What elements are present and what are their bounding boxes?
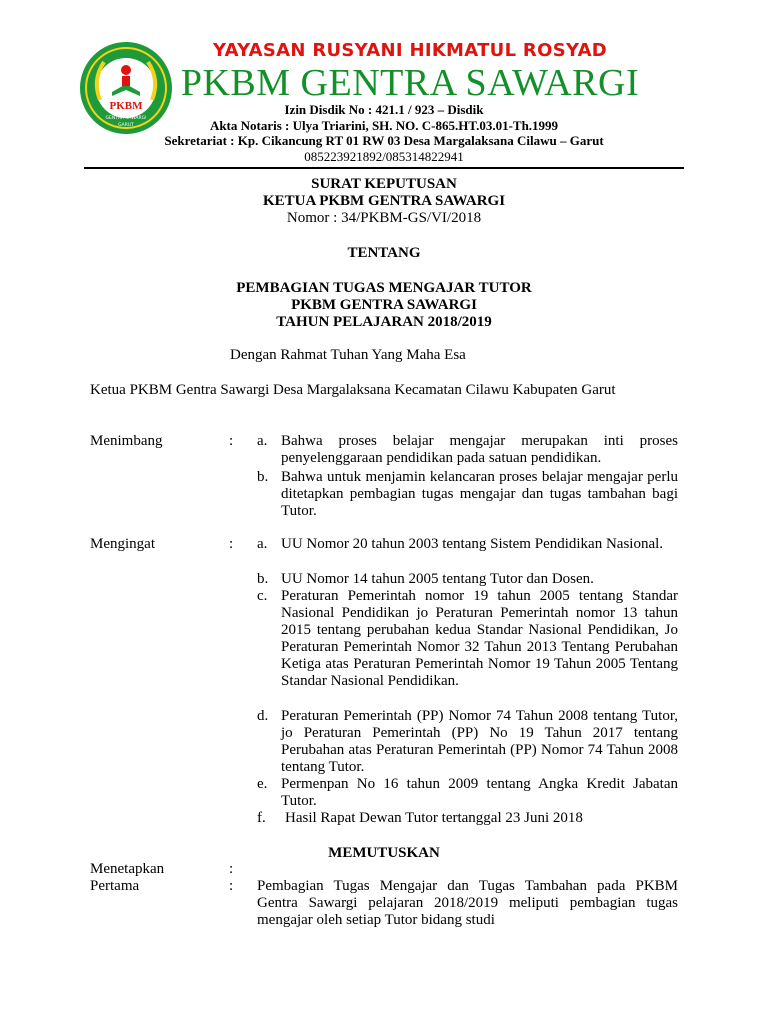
notary-line: Akta Notaris : Ulya Triarini, SH. NO. C-865.HT.03.01-Th.1999 [209, 118, 559, 133]
mengingat-letter: c. [257, 588, 268, 604]
subject-line-2: PKBM GENTRA SAWARGI [291, 297, 477, 313]
menimbang-letter: a. [257, 433, 268, 449]
menetapkan-label: Menetapkan [90, 861, 165, 877]
doc-type: SURAT KEPUTUSAN [311, 176, 457, 192]
menimbang-letter: b. [257, 469, 269, 485]
pertama-label: Pertama [90, 878, 140, 894]
menimbang-item: Bahwa untuk menjamin kelancaran proses belajar mengajar perlu ditetapkan pembagian tugas mengajar dan tugas tambahan bagi Tutor. [281, 469, 678, 519]
logo-text: PKBM [109, 100, 143, 112]
subject-line-3: TAHUN PELAJARAN 2018/2019 [276, 314, 492, 330]
pertama-colon: : [229, 878, 234, 894]
mengingat-letter: f. [257, 810, 266, 826]
header-divider [84, 167, 684, 169]
logo-place: GARUT [118, 123, 134, 128]
menimbang-colon: : [229, 433, 234, 449]
doc-number: Nomor : 34/PKBM-GS/VI/2018 [286, 210, 482, 226]
subject-line-1: PEMBAGIAN TUGAS MENGAJAR TUTOR [236, 280, 532, 296]
mengingat-letter: d. [257, 708, 269, 724]
mengingat-item: UU Nomor 20 tahun 2003 tentang Sistem Pendidikan Nasional. [281, 536, 664, 552]
intro-paragraph: Ketua PKBM Gentra Sawargi Desa Margalaksana Kecamatan Cilawu Kabupaten Garut [90, 382, 616, 398]
mengingat-colon: : [229, 536, 234, 552]
foundation-name: YAYASAN RUSYANI HIKMATUL ROSYAD [212, 40, 608, 61]
doc-issuer: KETUA PKBM GENTRA SAWARGI [262, 193, 506, 209]
mengingat-letter: e. [257, 776, 268, 792]
about-heading: TENTANG [347, 245, 421, 261]
mengingat-item: Hasil Rapat Dewan Tutor tertanggal 23 Juni 2018 [285, 810, 583, 826]
permit-line: Izin Disdik No : 421.1 / 923 – Disdik [284, 102, 484, 117]
pertama-text: Pembagian Tugas Mengajar dan Tugas Tambahan pada PKBM Gentra Sawargi pelajaran 2018/2019 meliputi pembagian tugas mengajar oleh setiap Tutor bidang studi [257, 878, 678, 928]
mengingat-item: Peraturan Pemerintah nomor 19 tahun 2005 tentang Standar Nasional Pendidikan jo Peraturan Pemerintah nomor 13 tahun 2015 tentang perubahan kedua Standar Nasional Pendidikan, Jo Peraturan Pemerintah Nomor 32 Tahun 2013 Tentang Perubahan Ketiga atas Peraturan Pemerintah Nomor 19 Tahun 2005 Tentang Standar Nasional Pendidikan. [281, 588, 678, 689]
mengingat-item: Peraturan Pemerintah (PP) Nomor 74 Tahun 2008 tentang Tutor, jo Peraturan Pemerintah (PP) No 19 Tahun 2017 tentang Perubahan atas Peraturan Pemerintah (PP) Nomor 74 Tahun 2008 tentang Tutor. [281, 708, 678, 775]
mengingat-letter: b. [257, 571, 269, 587]
organization-name: PKBM GENTRA SAWARGI [180, 62, 640, 104]
decision-heading: MEMUTUSKAN [328, 845, 440, 861]
secretariat-line: Sekretariat : Kp. Cikancung RT 01 RW 03 Desa Margalaksana Cilawu – Garut [164, 133, 604, 148]
menimbang-label: Menimbang [90, 433, 163, 449]
mengingat-item: UU Nomor 14 tahun 2005 tentang Tutor dan Dosen. [281, 571, 594, 587]
mengingat-item: Permenpan No 16 tahun 2009 tentang Angka Kredit Jabatan Tutor. [281, 776, 678, 809]
menetapkan-colon: : [229, 861, 234, 877]
blessing-line: Dengan Rahmat Tuhan Yang Maha Esa [230, 347, 466, 363]
menimbang-item: Bahwa proses belajar mengajar merupakan inti proses penyelenggaraan pendidikan pada satuan pendidikan. [281, 433, 678, 466]
logo-subtext: GENTRA SAWARGI [105, 116, 147, 121]
mengingat-letter: a. [257, 536, 268, 552]
mengingat-label: Mengingat [90, 536, 155, 552]
phone-line: 085223921892/085314822941 [304, 149, 464, 164]
